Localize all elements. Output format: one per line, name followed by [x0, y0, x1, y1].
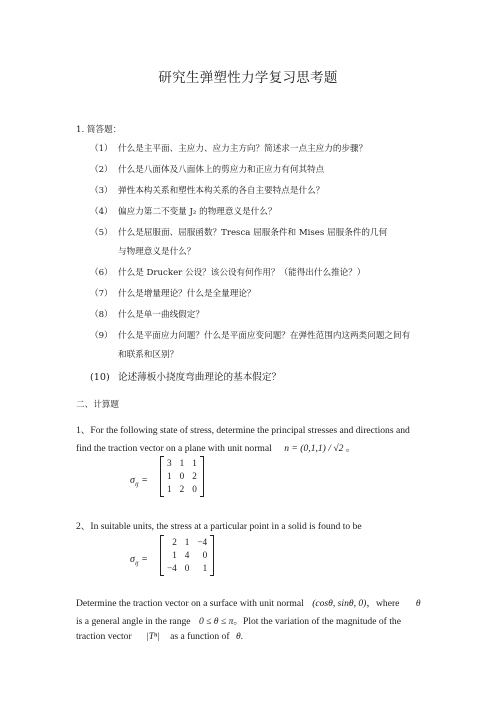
- question-item: [90, 308, 204, 320]
- question-text: 什么是 Drucker 公设？该公设有何作用？（能得出什么推论？）: [118, 268, 366, 278]
- question-number: （3）: [90, 186, 113, 196]
- question-text: 什么是八面体及八面体上的剪应力和正应力有何其特点: [118, 165, 325, 175]
- question-text: 什么是屈服面、屈服函数？Tresca 屈服条件和 Mises 屈服条件的几何: [118, 228, 388, 238]
- matrix-cell: 1: [167, 484, 172, 494]
- matrix-cell: 0: [202, 550, 208, 560]
- question-item: [90, 329, 410, 341]
- matrix-cell: 0: [184, 563, 190, 573]
- traction-magnitude: |Tⁿ|: [146, 631, 160, 642]
- matrix-cell: 1: [179, 458, 185, 468]
- question-item: [90, 287, 256, 299]
- question-number: （8）: [90, 310, 113, 320]
- question-item: [90, 266, 365, 278]
- unit-normal-2: (cosθ, sinθ, 0): [312, 598, 367, 609]
- matrix-cell: 2: [192, 471, 197, 481]
- question-text: 什么是平面应力问题？什么是平面应变问题？在弹性范围内这两类问题之间有: [118, 331, 411, 341]
- problem-2-line-3: is a general angle in the range 0 ≤ θ ≤ π。Plot the variation of the magnitude of the: [76, 616, 401, 627]
- matrix-cell: −4: [167, 563, 177, 573]
- matrix-cell: −4: [197, 537, 208, 547]
- question-text: 什么是单一曲线假定？: [118, 310, 204, 320]
- sigma-symbol-1: $\sigma_{ij}$ =: [130, 475, 148, 488]
- matrix-cell: 0: [179, 471, 185, 481]
- matrix-cell: 4: [184, 550, 190, 560]
- unit-normal-1: n = (0,1,1) / √2: [284, 443, 344, 454]
- sigma-symbol-2: $\sigma_{ij}$ =: [130, 554, 148, 567]
- matrix-cell: 1: [192, 458, 197, 468]
- section-2-heading: 二、计算题: [76, 400, 119, 410]
- problem-1-line-1: 1、For the following state of stress, determine the principal stresses and directions and: [76, 425, 410, 436]
- question-item: [90, 205, 276, 217]
- matrix-cell: 0: [192, 484, 197, 494]
- document-title: 研究生弹塑性力学复习思考题: [158, 70, 338, 86]
- problem-2-line-1: 2、In suitable units, the stress at a particular point in a solid is found to be: [76, 521, 362, 532]
- question-number: （5）: [90, 228, 113, 238]
- stress-matrix-1: [160, 456, 204, 499]
- problem-2-line-2: Determine the traction vector on a surface with unit normal (cosθ, sinθ, 0)，where θ: [76, 598, 421, 609]
- question-item: [90, 163, 324, 175]
- problem-1-text: find the traction vector on a plane with unit normal: [76, 443, 272, 454]
- question-number: （6）: [90, 268, 113, 278]
- matrix-cell: 1: [202, 563, 208, 573]
- problem-2-line-4: traction vector |Tⁿ| as a function of θ.: [76, 631, 244, 642]
- matrix-cell: 1: [167, 471, 172, 481]
- problem-1-line-2: find the traction vector on a plane with unit normal n = (0,1,1) / √2 。: [76, 443, 356, 454]
- question-text: 论述薄板小挠度弯曲理论的基本假定？: [118, 372, 282, 383]
- question-number: （1）: [90, 144, 113, 154]
- matrix-cell: 1: [172, 550, 177, 560]
- matrix-cell: 2: [179, 484, 185, 494]
- question-item: [90, 226, 387, 238]
- question-number: （2）: [90, 165, 113, 175]
- question-text-continued: 和联系和区别？: [118, 350, 179, 360]
- stress-matrix-2: [160, 535, 214, 578]
- question-text-continued: 与物理意义是什么？: [118, 247, 196, 257]
- question-number: （7）: [90, 289, 113, 299]
- matrix-cell: 3: [167, 458, 172, 468]
- question-text: 偏应力第二不变量 J₂ 的物理意义是什么？: [118, 207, 277, 217]
- theta-range: 0 ≤ θ ≤ π: [198, 616, 234, 627]
- section-1-heading: 1. 简答题：: [76, 125, 122, 135]
- question-number: （9）: [90, 331, 113, 341]
- question-item: [90, 142, 367, 154]
- matrix-cell: 2: [172, 537, 177, 547]
- question-text: 什么是增量理论？什么是全量理论？: [118, 289, 256, 299]
- question-text: 弹性本构关系和塑性本构关系的各自主要特点是什么？: [118, 186, 325, 196]
- matrix-cell: 1: [184, 537, 190, 547]
- question-item: [90, 369, 281, 383]
- question-number: （4）: [90, 207, 113, 217]
- question-number: (10): [90, 372, 110, 383]
- question-item: [90, 184, 324, 196]
- question-text: 什么是主平面、主应力、应力主方向？简述求一点主应力的步骤？: [118, 144, 368, 154]
